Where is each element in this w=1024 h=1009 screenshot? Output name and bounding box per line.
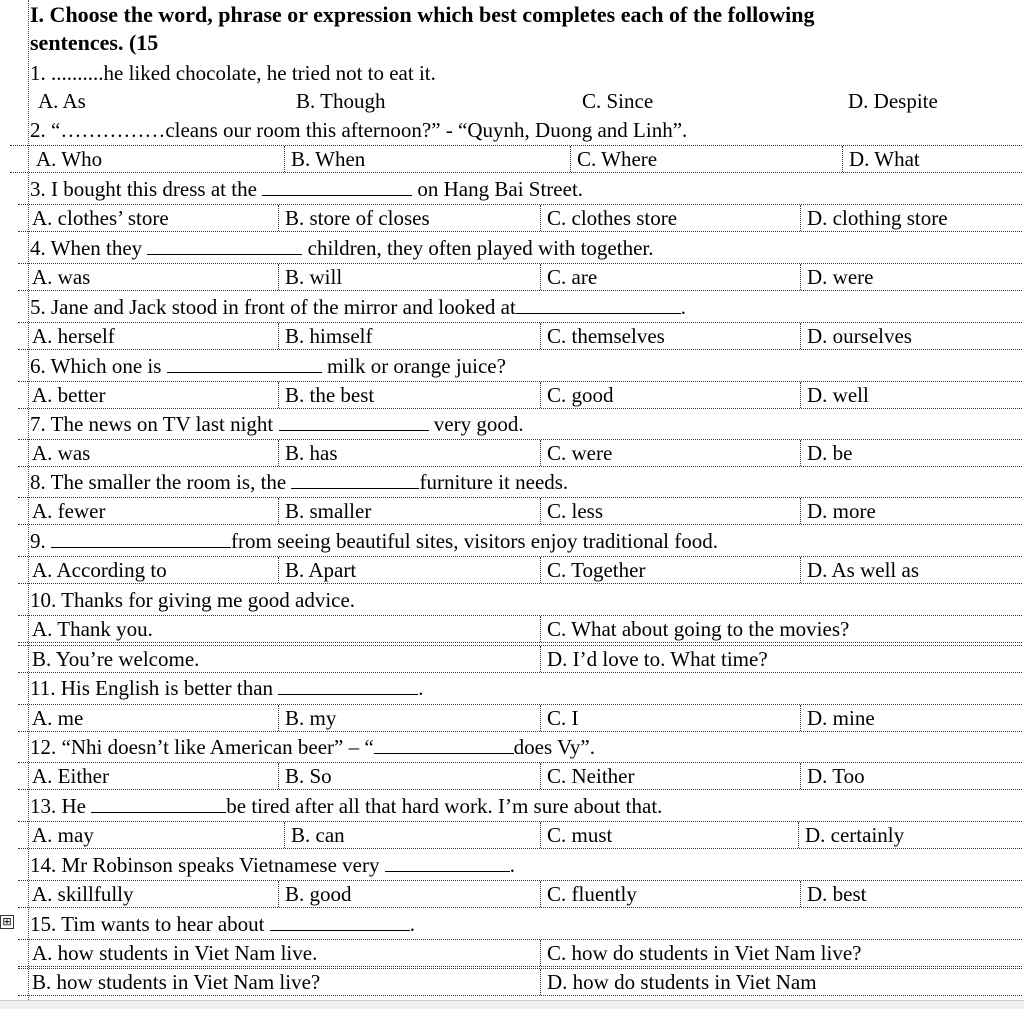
question-15-options-row2 xyxy=(18,968,1022,996)
option[interactable]: B. has xyxy=(278,440,338,466)
option[interactable]: A. As xyxy=(38,89,86,113)
option[interactable]: C. themselves xyxy=(540,323,665,349)
option[interactable]: D. What xyxy=(842,146,920,172)
option[interactable]: D. As well as xyxy=(800,557,919,583)
section-title-cont: sentences. (15 xyxy=(30,30,159,55)
question-10-options-row2 xyxy=(18,645,1022,673)
answer-blank xyxy=(278,676,418,695)
question-10: 10. Thanks for giving me good advice. xyxy=(30,588,356,612)
option[interactable]: D. well xyxy=(800,382,869,408)
option[interactable]: A. Either xyxy=(32,764,109,788)
question-14-options xyxy=(18,880,1022,908)
question-11-options xyxy=(18,704,1022,732)
option[interactable]: B. how students in Viet Nam live? xyxy=(32,970,321,994)
option[interactable]: A. better xyxy=(32,383,106,407)
question-9: 9. from seeing beautiful sites, visitors enjoy traditional food. xyxy=(30,529,718,553)
question-13: 13. He be tired after all that hard work. I’m sure about that. xyxy=(30,794,663,818)
question-3: 3. I bought this dress at the on Hang Bai Street. xyxy=(30,177,584,201)
option[interactable]: A. Who xyxy=(36,147,103,171)
option[interactable]: A. According to xyxy=(32,558,167,582)
question-1: 1. ..........he liked chocolate, he tried not to eat it. xyxy=(30,61,436,85)
question-15: 15. Tim wants to hear about . xyxy=(30,912,415,936)
answer-blank xyxy=(279,412,429,431)
option[interactable]: D. clothing store xyxy=(800,205,948,231)
question-2-options xyxy=(10,145,1022,173)
question-10-options-row1 xyxy=(18,615,1022,643)
answer-blank xyxy=(262,177,412,196)
option[interactable]: B. Though xyxy=(296,89,386,113)
section-title: I. Choose the word, phrase or expression which best completes each of the following xyxy=(30,2,815,27)
question-3-options xyxy=(18,204,1022,232)
option[interactable]: A. Thank you. xyxy=(32,617,153,641)
option[interactable]: A. how students in Viet Nam live. xyxy=(32,941,318,965)
question-8: 8. The smaller the room is, the furniture it needs. xyxy=(30,470,569,494)
option[interactable]: B. good xyxy=(278,881,352,907)
answer-blank xyxy=(147,236,302,255)
option[interactable]: A. skillfully xyxy=(32,882,134,906)
option[interactable]: D. ourselves xyxy=(800,323,912,349)
option[interactable]: A. was xyxy=(32,441,91,465)
option[interactable]: B. smaller xyxy=(278,498,371,524)
option[interactable]: B. will xyxy=(278,264,342,290)
answer-blank xyxy=(291,470,419,489)
question-14: 14. Mr Robinson speaks Vietnamese very . xyxy=(30,853,515,877)
option[interactable]: A. me xyxy=(32,706,84,730)
question-15-options-row1 xyxy=(18,939,1022,967)
option[interactable]: C. Since xyxy=(582,89,654,113)
option[interactable]: D. Too xyxy=(800,763,865,789)
question-11: 11. His English is better than . xyxy=(30,676,424,700)
option[interactable]: C. I xyxy=(540,705,579,731)
option[interactable]: D. Despite xyxy=(848,89,938,113)
option[interactable]: A. fewer xyxy=(32,499,106,523)
answer-blank xyxy=(516,295,681,314)
option[interactable]: C. were xyxy=(540,440,612,466)
option[interactable]: C. how do students in Viet Nam live? xyxy=(540,940,862,966)
answer-blank xyxy=(374,735,514,754)
option[interactable]: D. how do students in Viet Nam xyxy=(540,969,817,995)
question-6: 6. Which one is milk or orange juice? xyxy=(30,354,506,378)
answer-blank xyxy=(91,794,226,813)
question-7: 7. The news on TV last night very good. xyxy=(30,412,524,436)
question-8-options xyxy=(18,497,1022,525)
option[interactable]: D. I’d love to. What time? xyxy=(540,646,768,672)
option[interactable]: D. be xyxy=(800,440,853,466)
option[interactable]: C. less xyxy=(540,498,603,524)
option[interactable]: B. my xyxy=(278,705,336,731)
answer-blank xyxy=(270,912,410,931)
option[interactable]: D. were xyxy=(800,264,873,290)
table-move-handle-icon[interactable]: ⊞ xyxy=(0,915,14,929)
question-12-options xyxy=(18,762,1022,790)
option[interactable]: B. store of closes xyxy=(278,205,430,231)
option[interactable]: C. Neither xyxy=(540,763,634,789)
question-13-options xyxy=(18,821,1022,849)
option[interactable]: D. mine xyxy=(800,705,875,731)
option[interactable]: C. Where xyxy=(570,146,657,172)
option[interactable]: C. good xyxy=(540,382,614,408)
question-6-options xyxy=(18,381,1022,409)
question-5: 5. Jane and Jack stood in front of the mirror and looked at . xyxy=(30,295,687,319)
option[interactable]: A. was xyxy=(32,265,91,289)
option[interactable]: B. the best xyxy=(278,382,374,408)
option[interactable]: A. herself xyxy=(32,324,115,348)
option[interactable]: D. best xyxy=(800,881,867,907)
option[interactable]: A. clothes’ store xyxy=(32,206,169,230)
question-5-options xyxy=(18,322,1022,350)
answer-blank xyxy=(167,354,322,373)
question-2: 2. “……………cleans our room this afternoon?” - “Quynh, Duong and Linh”. xyxy=(30,118,688,142)
question-4-options xyxy=(18,263,1022,291)
option[interactable]: C. Together xyxy=(540,557,645,583)
option[interactable]: B. When xyxy=(284,146,365,172)
question-7-options xyxy=(18,439,1022,467)
option[interactable]: B. can xyxy=(284,822,345,848)
option[interactable]: C. clothes store xyxy=(540,205,677,231)
option[interactable]: B. So xyxy=(278,763,332,789)
answer-blank xyxy=(385,853,510,872)
option[interactable]: C. must xyxy=(540,822,612,848)
option[interactable]: B. You’re welcome. xyxy=(32,647,200,671)
option[interactable]: D. certainly xyxy=(798,822,904,848)
option[interactable]: A. may xyxy=(32,823,94,847)
question-12: 12. “Nhi doesn’t like American beer” – “ does Vy”. xyxy=(30,735,595,759)
answer-blank xyxy=(51,529,231,548)
option[interactable]: C. are xyxy=(540,264,597,290)
option[interactable]: C. fluently xyxy=(540,881,637,907)
question-9-options xyxy=(18,556,1022,584)
option[interactable]: C. What about going to the movies? xyxy=(540,616,849,642)
question-4: 4. When they children, they often played with together. xyxy=(30,236,654,260)
question-1-options xyxy=(30,88,1024,114)
option[interactable]: B. himself xyxy=(278,323,373,349)
option[interactable]: B. Apart xyxy=(278,557,356,583)
option[interactable]: D. more xyxy=(800,498,876,524)
